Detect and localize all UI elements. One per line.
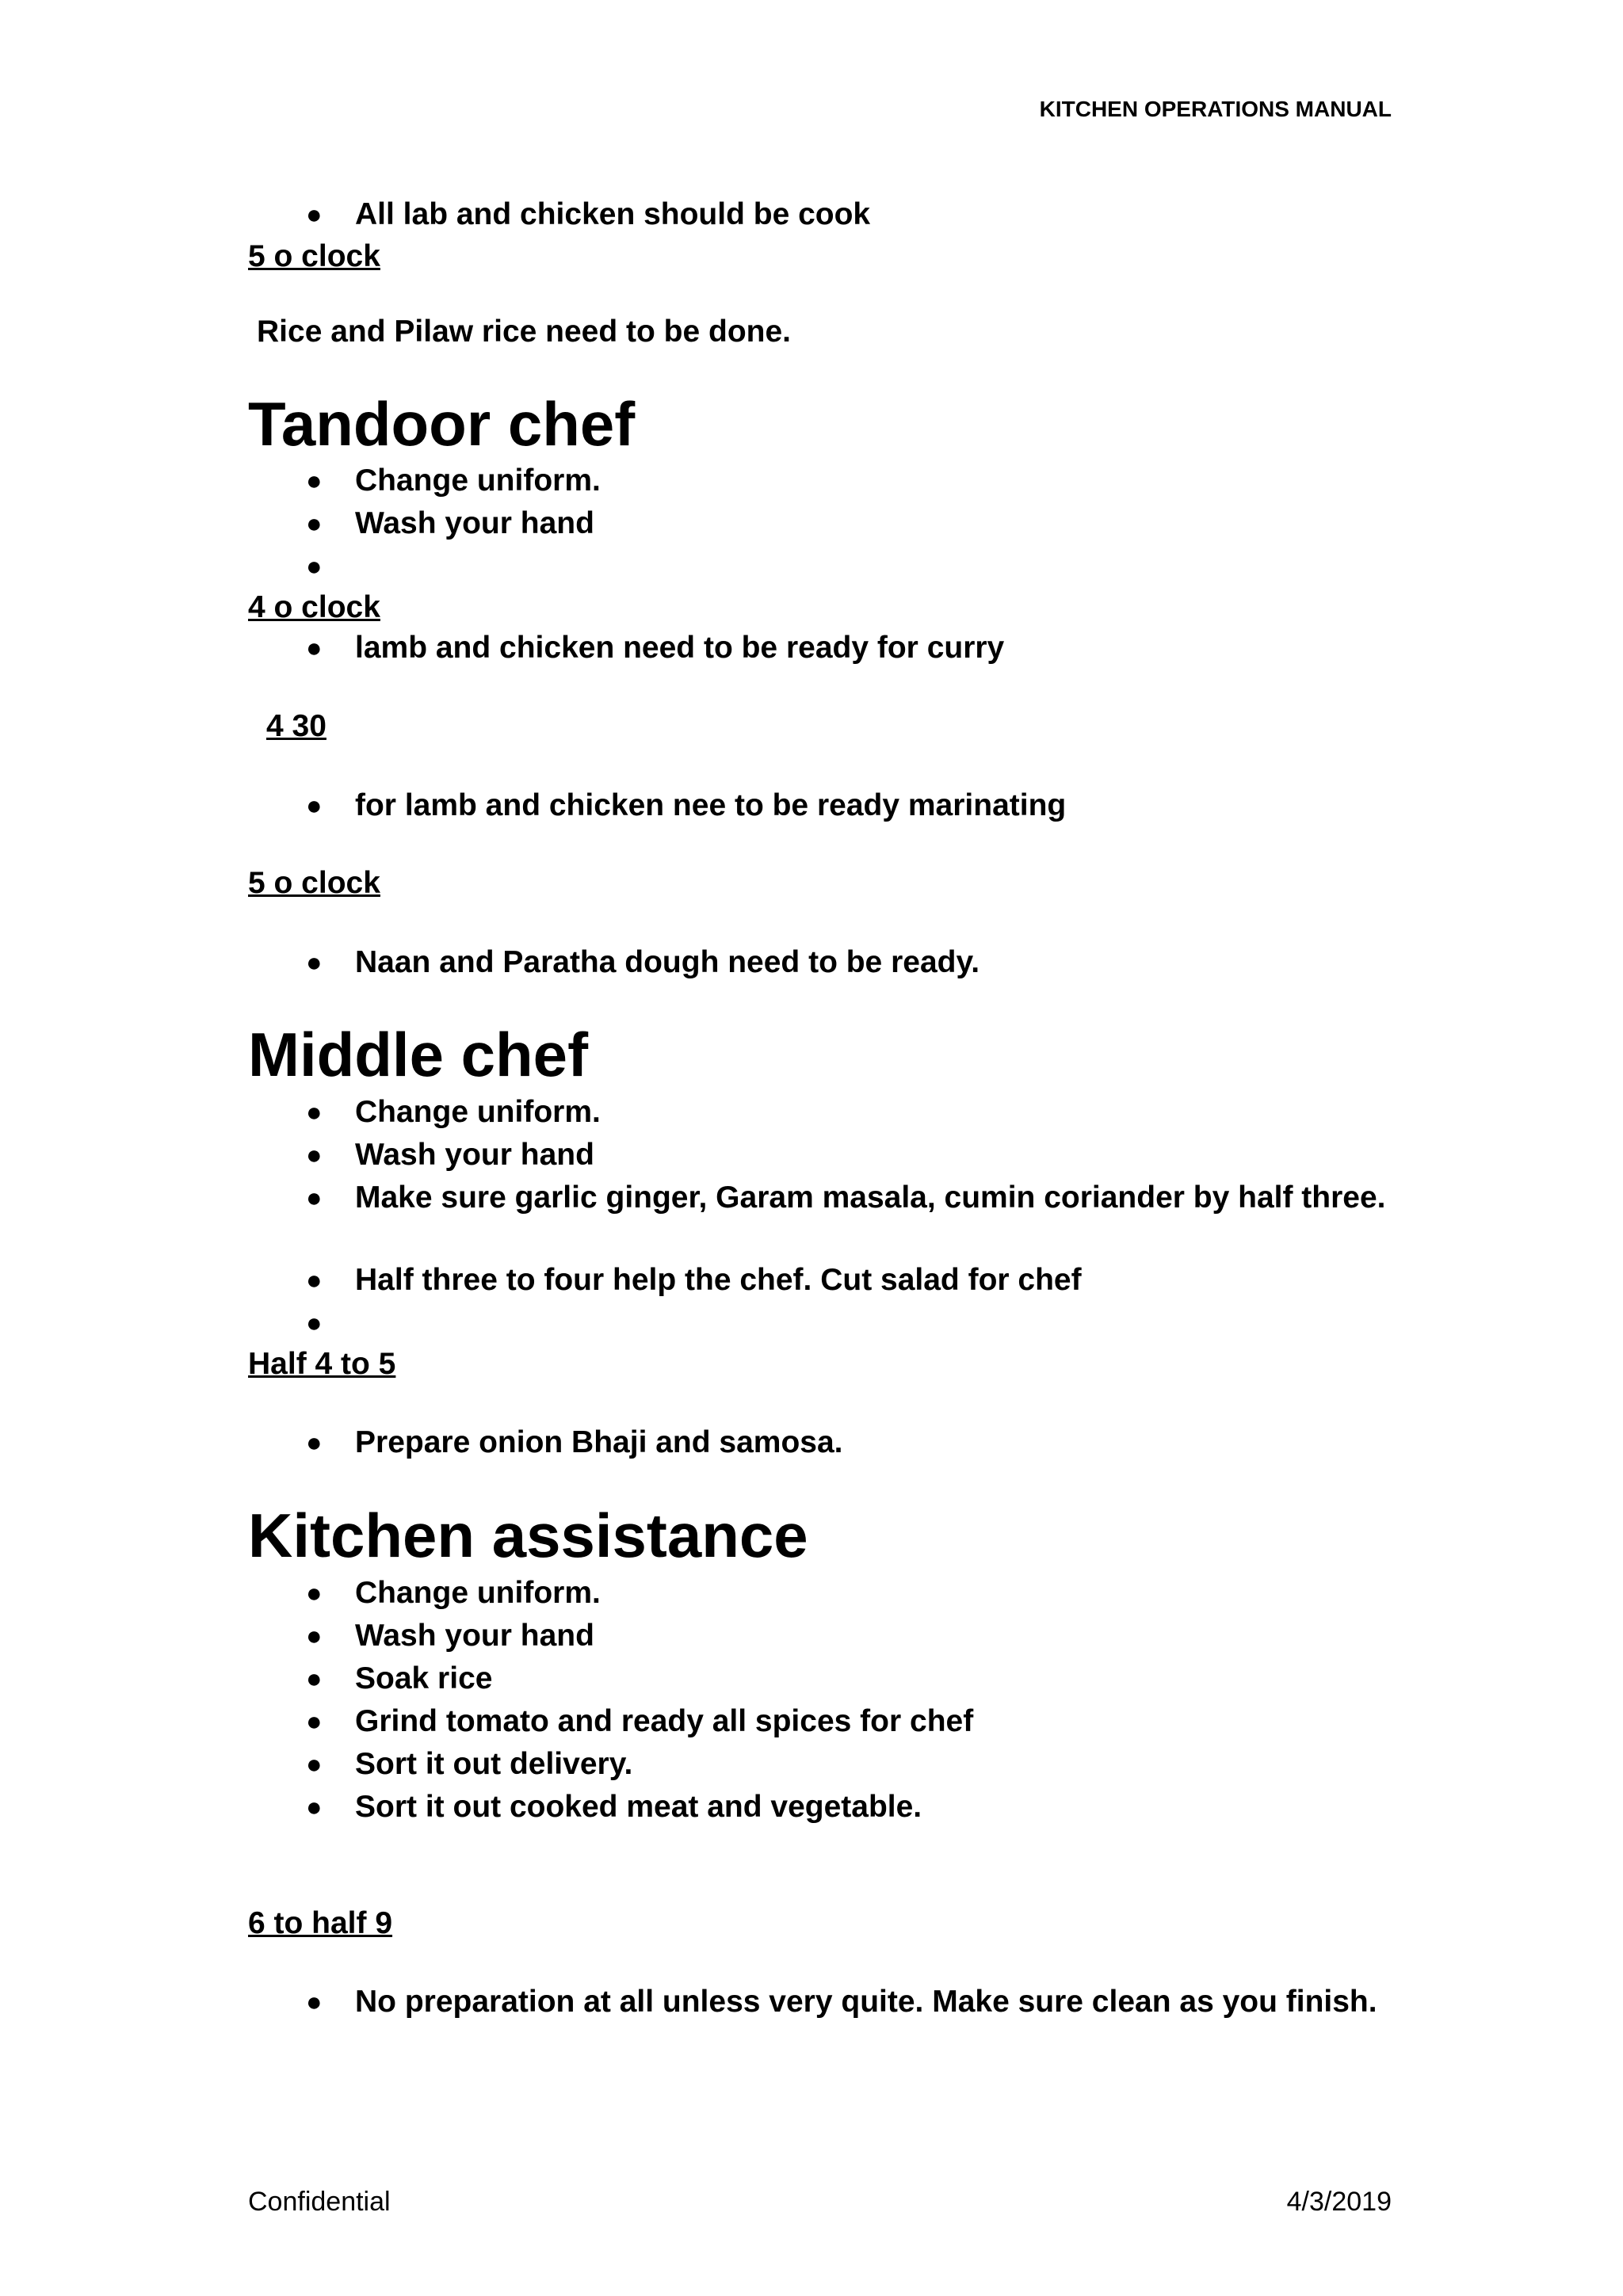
bullet-dot-icon: ● (306, 200, 323, 230)
paragraph: Rice and Pilaw rice need to be done. (257, 315, 792, 349)
time-heading: 5 o clock (248, 866, 380, 900)
bullet-dot-icon: ● (306, 1308, 323, 1338)
footer-confidential: Confidential (248, 2187, 391, 2217)
section-heading-assistance: Kitchen assistance (248, 1501, 808, 1570)
bullet-dot-icon: ● (306, 948, 323, 978)
bullet-dot-icon: ● (306, 1140, 323, 1170)
section-heading-tandoor: Tandoor chef (248, 389, 636, 459)
bullet-dot-icon: ● (306, 1265, 323, 1295)
time-heading: 5 o clock (248, 239, 380, 273)
bullet-dot-icon: ● (306, 1578, 323, 1608)
bullet-dot-icon: ● (306, 466, 323, 496)
time-heading: 6 to half 9 (248, 1906, 393, 1940)
bullet-dot-icon: ● (306, 633, 323, 663)
bullet-dot-icon: ● (306, 1621, 323, 1651)
page-header-title: KITCHEN OPERATIONS MANUAL (1039, 97, 1392, 121)
time-heading: 4 o clock (248, 590, 380, 624)
bullet-dot-icon: ● (306, 791, 323, 821)
bullet-dot-icon: ● (306, 551, 323, 582)
time-heading: 4 30 (266, 709, 327, 743)
footer-date: 4/3/2019 (1286, 2187, 1392, 2217)
bullet-dot-icon: ● (306, 1428, 323, 1458)
bullet-dot-icon: ● (306, 1664, 323, 1694)
time-heading: Half 4 to 5 (248, 1347, 396, 1381)
bullet-dot-icon: ● (306, 1707, 323, 1737)
bullet-dot-icon: ● (306, 1183, 323, 1213)
bullet-dot-icon: ● (306, 509, 323, 539)
bullet-dot-icon: ● (306, 1987, 323, 2017)
bullet-dot-icon: ● (306, 1097, 323, 1127)
bullet-dot-icon: ● (306, 1792, 323, 1822)
section-heading-middle: Middle chef (248, 1020, 589, 1089)
bullet-dot-icon: ● (306, 1749, 323, 1779)
